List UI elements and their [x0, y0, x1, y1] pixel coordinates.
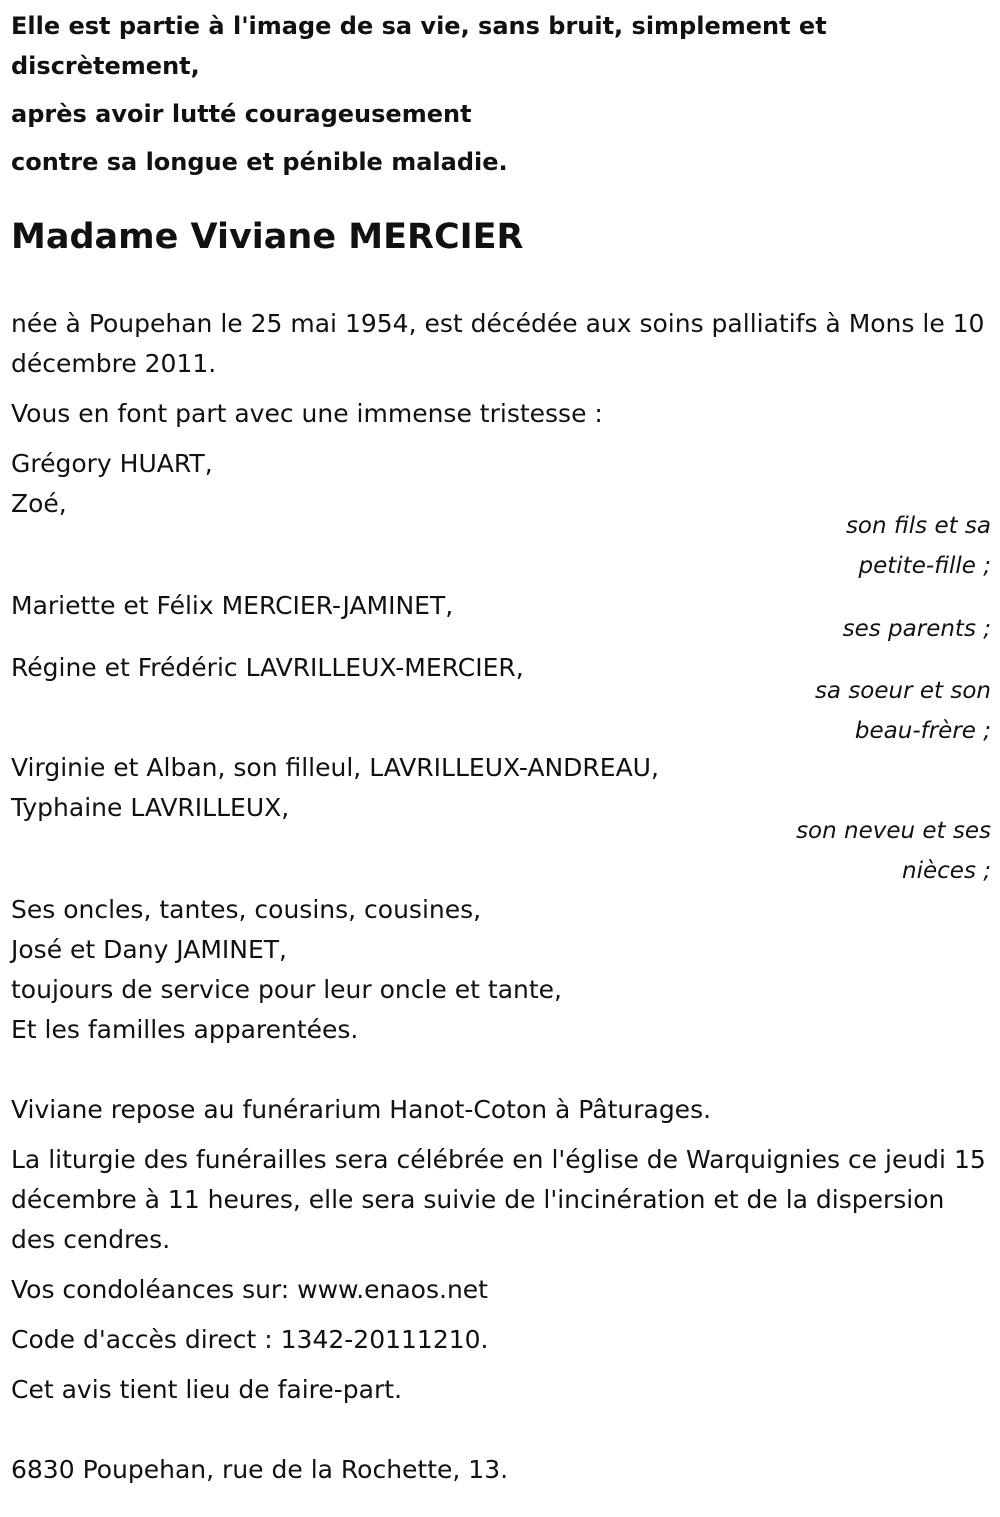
family-name: Régine et Frédéric LAVRILLEUX-MERCIER,	[11, 653, 524, 682]
family-name: Typhaine LAVRILLEUX,	[11, 793, 290, 822]
intro-line-1: Elle est partie à l'image de sa vie, sans bruit, simplement et discrètement,	[11, 12, 827, 80]
intro-line-2: après avoir lutté courageusement	[11, 100, 472, 128]
family-others	[11, 890, 991, 1050]
liturgy-text: La liturgie des funérailles sera célébrée en l'église de Warquignies ce jeudi 15 décembre à 11 heures, elle sera suivie de l'incinération et de la dispersion des cendres.	[11, 1145, 986, 1254]
obituary-notice	[11, 0, 991, 1490]
announcement-text: Vous en font part avec une immense tristesse :	[11, 399, 603, 428]
family-other-line: toujours de service pour leur oncle et tante,	[11, 975, 562, 1004]
family-other-line: José et Dany JAMINET,	[11, 935, 288, 964]
family-role: sa soeur et son beau-frère ;	[814, 678, 991, 744]
intro-line-3: contre sa longue et pénible maladie.	[11, 148, 508, 176]
faire-part-text: Cet avis tient lieu de faire-part.	[11, 1375, 403, 1404]
deceased-name: Madame Viviane MERCIER	[11, 217, 524, 257]
address-text: 6830 Poupehan, rue de la Rochette, 13.	[11, 1455, 509, 1484]
family-other-line: Ses oncles, tantes, cousins, cousines,	[11, 895, 482, 924]
condolences-text: Vos condoléances sur: www.enaos.net	[11, 1275, 488, 1304]
family-group-son	[11, 444, 991, 586]
family-name: Virginie et Alban, son filleul, LAVRILLEUX-ANDREAU,	[11, 753, 659, 782]
family-group-sister	[11, 648, 991, 751]
repose-text: Viviane repose au funérarium Hanot-Coton à Pâturages.	[11, 1095, 712, 1124]
family-name: Grégory HUART,	[11, 449, 213, 478]
birth-death-text: née à Poupehan le 25 mai 1954, est décédée aux soins palliatifs à Mons le 10 décembre 2011.	[11, 309, 985, 378]
family-group-nephews	[11, 748, 991, 891]
access-code-text: Code d'accès direct : 1342-20111210.	[11, 1325, 489, 1354]
family-role: son fils et sa petite-fille ;	[845, 513, 991, 579]
family-name: Mariette et Félix MERCIER-JAMINET,	[11, 591, 454, 620]
family-other-line: Et les familles apparentées.	[11, 1015, 359, 1044]
family-role: son neveu et ses nièces ;	[796, 818, 991, 884]
family-group-parents	[11, 586, 991, 649]
family-name: Zoé,	[11, 489, 67, 518]
family-role: ses parents ;	[842, 616, 991, 642]
